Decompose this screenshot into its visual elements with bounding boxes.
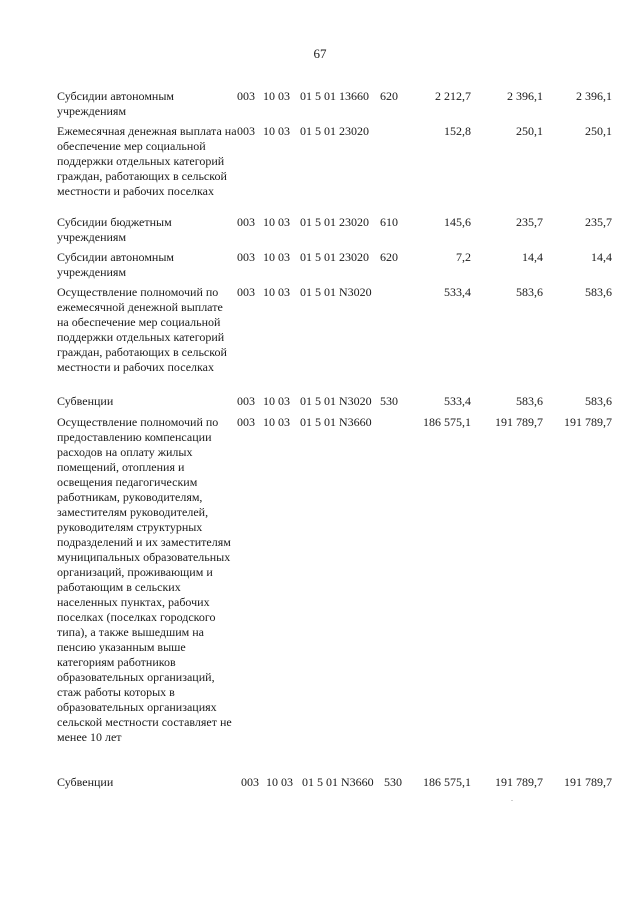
row-name: Субсидии автономным учреждениям [57,250,174,279]
row-value-2: 2 396,1 [507,89,543,103]
row-value-1: 2 212,7 [435,89,471,103]
row-expense-type: 530 [380,394,398,408]
row-target-code: 01 5 01 23020 [300,215,369,229]
row-adm-code: 003 [237,215,255,229]
row-name: Осуществление полномочий по ежемесячной денежной выплате на обеспечение мер социальной поддержки отдельных категорий граждан, работающих в сельской местности и рабочих поселках [57,285,227,374]
row-adm-code: 003 [237,124,255,138]
row-adm-code: 003 [237,394,255,408]
scan-speck [511,800,513,801]
row-section-code: 10 03 [263,285,290,299]
row-value-3: 2 396,1 [576,89,612,103]
row-target-code: 01 5 01 N3660 [300,415,372,429]
row-target-code: 01 5 01 23020 [300,250,369,264]
row-expense-type: 610 [380,215,398,229]
row-name: Субвенции [57,775,114,789]
row-expense-type: 620 [380,250,398,264]
row-expense-type: 620 [380,89,398,103]
row-name: Осуществление полномочий по предоставлению компенсации расходов на оплату жилых помещений, отопления и освещения педагогическим работникам, руководителям, заместителям руководителей, руководителям структурных подразделений и их заместителям муниципальных образовательных организаций, проживающим и работающим в сельских населенных пунктах, рабочих поселках (поселках городского типа), а также вышедшим на пенсию указанным выше категориям работников образовательных организаций, стаж работы которых в образовательных организациях сельской местности составляет не менее 10 лет [57,415,232,744]
row-section-code: 10 03 [263,250,290,264]
row-section-code: 10 03 [263,415,290,429]
row-section-code: 10 03 [263,89,290,103]
row-value-1: 145,6 [444,215,471,229]
row-target-code: 01 5 01 N3020 [300,285,372,299]
row-adm-code: 003 [237,89,255,103]
row-value-1: 7,2 [456,250,471,264]
row-adm-code: 003 [241,775,259,789]
row-name: Ежемесячная денежная выплата на обеспечение мер социальной поддержки отдельных категорий граждан, работающих в сельской местности и рабочих поселках [57,124,237,198]
row-value-2: 235,7 [516,215,543,229]
row-value-2: 191 789,7 [495,415,543,429]
row-section-code: 10 03 [263,215,290,229]
row-section-code: 10 03 [263,124,290,138]
row-adm-code: 003 [237,415,255,429]
row-value-1: 152,8 [444,124,471,138]
row-value-3: 583,6 [585,285,612,299]
row-name: Субсидии автономным учреждениям [57,89,174,118]
row-value-3: 583,6 [585,394,612,408]
row-section-code: 10 03 [263,394,290,408]
row-value-3: 235,7 [585,215,612,229]
row-target-code: 01 5 01 N3020 [300,394,372,408]
row-adm-code: 003 [237,285,255,299]
row-value-3: 191 789,7 [564,415,612,429]
row-value-1: 186 575,1 [423,415,471,429]
row-value-2: 583,6 [516,285,543,299]
row-value-2: 191 789,7 [495,775,543,789]
row-value-2: 583,6 [516,394,543,408]
row-value-1: 186 575,1 [423,775,471,789]
row-value-3: 191 789,7 [564,775,612,789]
row-name: Субвенции [57,394,114,408]
row-target-code: 01 5 01 23020 [300,124,369,138]
row-section-code: 10 03 [266,775,293,789]
row-value-1: 533,4 [444,285,471,299]
row-expense-type: 530 [384,775,402,789]
row-value-2: 250,1 [516,124,543,138]
page-number: 67 [313,46,327,61]
row-value-3: 14,4 [591,250,612,264]
row-target-code: 01 5 01 N3660 [302,775,374,789]
row-target-code: 01 5 01 13660 [300,89,369,103]
row-value-1: 533,4 [444,394,471,408]
row-name: Субсидии бюджетным учреждениям [57,215,172,244]
row-value-2: 14,4 [522,250,543,264]
row-adm-code: 003 [237,250,255,264]
row-value-3: 250,1 [585,124,612,138]
